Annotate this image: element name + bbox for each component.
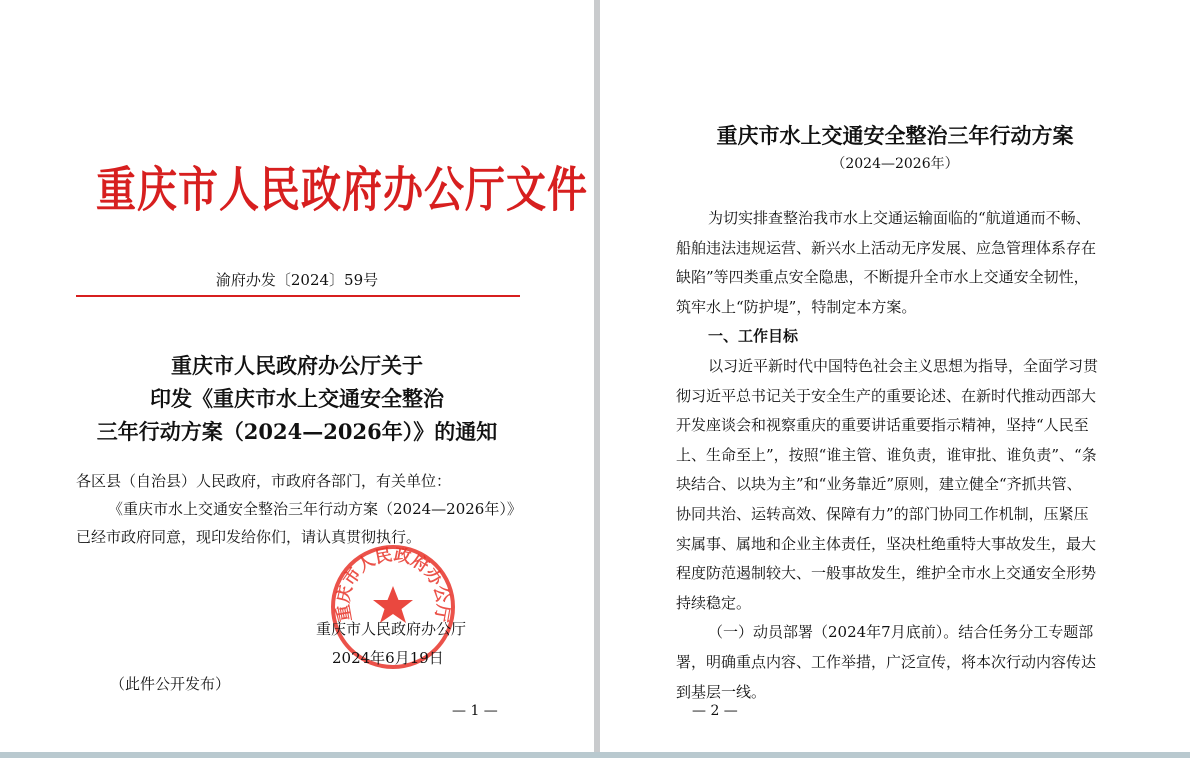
plan-line: 船舶违法违规运营、新兴水上活动无序发展、应急管理体系存在 — [676, 238, 1097, 257]
document-header-title: 重庆市人民政府办公厅文件 — [96, 161, 588, 218]
body-line-2: 已经市政府同意，现印发给你们，请认真贯彻执行。 — [76, 528, 422, 546]
page-number-1: — 1 — — [452, 703, 498, 719]
plan-title: 重庆市水上交通安全整治三年行动方案 — [716, 123, 1074, 148]
plan-line: 协同共治、运转高效、保障有力”的部门协同工作机制，压紧压 — [676, 505, 1089, 523]
plan-line: 缺陷”等四类重点安全隐患，不断提升全市水上交通安全韧性， — [676, 268, 1089, 287]
plan-line: 署，明确重点内容、工作举措，广泛宣传，将本次行动内容传达 — [676, 653, 1097, 671]
plan-line: 程度防范遏制较大、一般事故发生，维护全市水上交通安全形势 — [676, 564, 1097, 583]
plan-line: 开发座谈会和视察重庆的重要讲话重要指示精神，坚持“人民至 — [676, 416, 1089, 435]
plan-line: （一）动员部署（2024年7月底前）。结合任务分工专题部 — [708, 623, 1094, 642]
notice-title-line-2: 印发《重庆市水上交通安全整治 — [150, 386, 444, 411]
plan-line: 块结合、以块为主”和“业务靠近”原则，建立健全“齐抓共管、 — [676, 475, 1082, 494]
bottom-scroll-strip — [0, 752, 1190, 758]
red-divider — [76, 295, 520, 297]
addressee: 各区县（自治县）人民政府，市政府各部门，有关单位： — [76, 472, 452, 490]
document-page-1 — [0, 0, 594, 752]
plan-line: 一、工作目标 — [708, 327, 799, 346]
plan-line: 实属事、属地和企业主体责任，坚决杜绝重特大事故发生，最大 — [676, 534, 1097, 553]
plan-line: 持续稳定。 — [676, 593, 752, 612]
body-line-1: 《重庆市水上交通安全整治三年行动方案（2024—2026年）》 — [108, 500, 522, 518]
plan-line: 以习近平新时代中国特色社会主义思想为指导，全面学习贯 — [708, 357, 1099, 375]
document-number: 渝府办发〔2024〕59号 — [215, 271, 379, 289]
plan-line: 彻习近平总书记关于安全生产的重要论述、在新时代推动西部大 — [676, 386, 1097, 405]
document-page-2 — [600, 0, 1190, 752]
plan-line: 筑牢水上“防护堤”，特制定本方案。 — [676, 297, 917, 316]
notice-title-line-3: 三年行动方案（2024—2026年）》的通知 — [96, 419, 498, 444]
issuer: 重庆市人民政府办公厅 — [316, 620, 467, 638]
seal-text: 重庆市人民政府办公厅 — [333, 545, 453, 624]
plan-subtitle: （2024—2026年） — [831, 156, 959, 172]
page-number-2: — 2 — — [692, 703, 738, 719]
plan-line: 上、生命至上”，按照“谁主管、谁负责，谁审批、谁负责”、“条 — [676, 445, 1097, 464]
plan-line: 到基层一线。 — [676, 682, 767, 701]
issue-date: 2024年6月19日 — [332, 649, 444, 667]
plan-line: 为切实排查整治我市水上交通运输面临的“航道通而不畅、 — [708, 209, 1091, 227]
notice-title-line-1: 重庆市人民政府办公厅关于 — [171, 353, 423, 378]
publish-note: （此件公开发布） — [110, 675, 231, 693]
